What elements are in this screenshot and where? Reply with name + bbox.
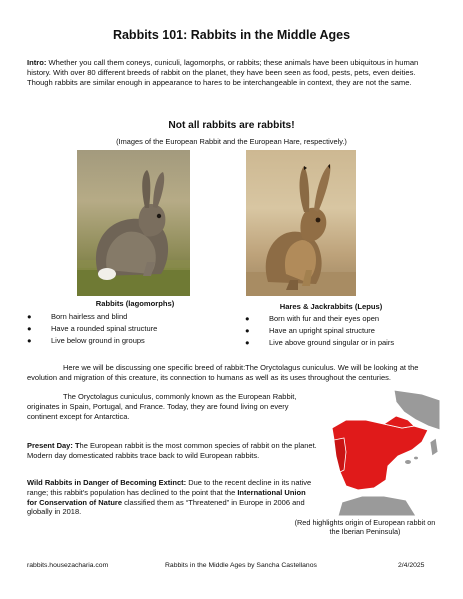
present-day-paragraph: Present Day: The European rabbit is the most common species of rabbit on the planet. Modern day domesticated rabbits trace back to wild European rabbits. xyxy=(27,441,317,460)
list-item: ● Born with fur and their eyes open xyxy=(245,314,380,323)
european-rabbit-photo xyxy=(77,150,190,296)
bullet-icon: ● xyxy=(245,314,250,323)
list-item: ● Live above ground singular or in pairs xyxy=(245,338,395,347)
intro-paragraph xyxy=(27,58,439,88)
bullet-icon: ● xyxy=(245,338,250,347)
list-item: ● Born hairless and blind xyxy=(27,312,128,321)
footer-date: 2/4/2025 xyxy=(398,562,425,569)
european-hare-photo xyxy=(246,150,356,296)
list-item: ● Live below ground in groups xyxy=(27,336,145,345)
extinction-label: Wild Rabbits in Danger of Becoming Extinct: xyxy=(27,478,187,487)
bullet-icon: ● xyxy=(245,326,250,335)
intro-text: Whether you call them coneys, cuniculi, lagomorphs, or rabbits; these animals have been ubiquitous in human history. With over 80 different breeds of rabbit on the planet, they have been seen as food, pests, pets, even deities. Though rabbits are similar enough in appearance to hares to be interchangeable in context, they are not the same. xyxy=(27,58,419,88)
bullet-icon: ● xyxy=(27,336,32,345)
footer-website: rabbits.housezacharia.com xyxy=(27,562,109,569)
list-item: ● Have an upright spinal structure xyxy=(245,326,375,335)
rabbits-heading: Rabbits (lagomorphs) xyxy=(95,299,175,308)
body-paragraph: Here we will be discussing one specific breed of rabbit:The Oryctolagus cuniculus. We will be looking at the evolution and migration of this creature, its connection to humans as well as its uses throughout the centuries. xyxy=(27,363,419,382)
rabbit-traits-list xyxy=(25,312,225,348)
intro-label: Intro: xyxy=(27,58,47,67)
hares-heading: Hares & Jackrabbits (Lepus) xyxy=(279,302,383,311)
list-item: ● Have a rounded spinal structure xyxy=(27,324,158,333)
extinction-paragraph: Wild Rabbits in Danger of Becoming Extinct: Due to the recent decline in its native range; this rabbit's population has declined to the point that the International Union for Conservation of Nature classified them as “Threatened” in Europe in 2006 and globally in 2018. xyxy=(27,478,312,517)
footer-title: Rabbits in the Middle Ages by Sancha Castellanos xyxy=(165,562,317,569)
iberian-peninsula-map xyxy=(332,390,440,516)
hare-traits-list xyxy=(243,314,453,350)
body-paragraph: The Oryctolagus cuniculus, commonly known as the European Rabbit, originates in Spain, Portugal, and France. Today, they are found living on every continent except for Antarctica. xyxy=(27,392,297,421)
iucn-name: International Union for Conservation of Nature xyxy=(27,487,306,507)
bullet-icon: ● xyxy=(27,324,32,333)
page-title: Rabbits 101: Rabbits in the Middle Ages xyxy=(112,28,351,42)
present-day-label: Present Day: xyxy=(27,441,73,450)
map-caption: (Red highlights origin of European rabbit on the Iberian Peninsula) xyxy=(294,518,436,537)
section-heading: Not all rabbits are rabbits! xyxy=(168,120,295,131)
bullet-icon: ● xyxy=(27,312,32,321)
images-caption: (Images of the European Rabbit and the European Hare, respectively.) xyxy=(116,137,347,146)
